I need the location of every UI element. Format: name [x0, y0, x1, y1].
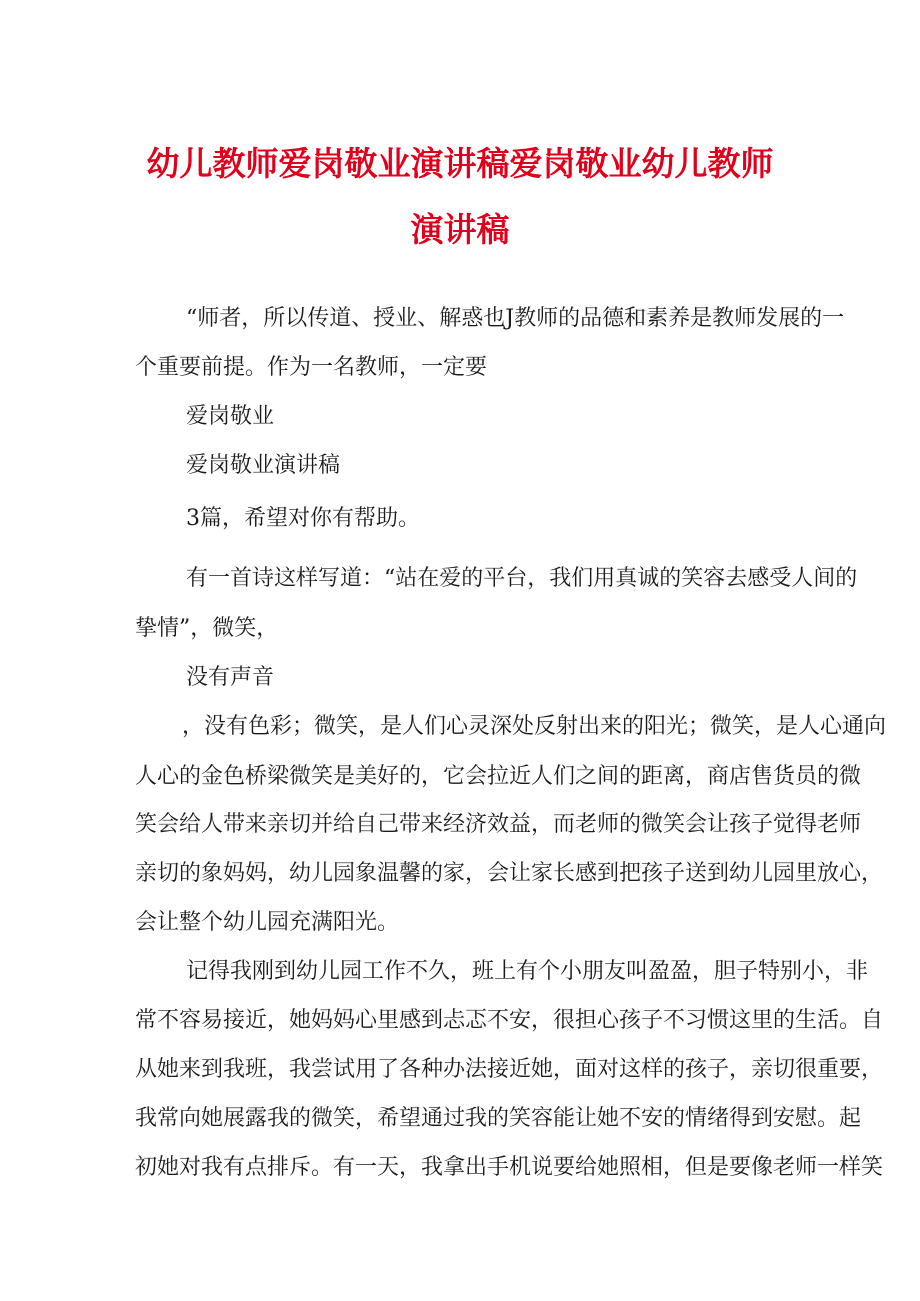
body-text-line: 亲切的象妈妈，幼儿园象温馨的家，会让家长感到把孩子送到幼儿园里放心，: [135, 861, 884, 886]
body-text-line: 个重要前提。作为一名教师，一定要: [135, 355, 488, 380]
body-text-line: 挚情”，微笑，: [135, 616, 279, 641]
body-text-line: 有一首诗这样写道：“站在爱的平台，我们用真诚的笑容去感受人间的: [186, 566, 858, 591]
body-text-line: 我常向她展露我的微笑，希望通过我的笑容能让她不安的情绪得到安慰。起: [135, 1106, 862, 1131]
document-title-line-1: 幼儿教师爱岗敬业演讲稿爱岗敬业幼儿教师: [146, 144, 774, 183]
body-text-line: 3篇，希望对你有帮助。: [186, 506, 420, 531]
body-text-line: 笑会给人带来亲切并给自己带来经济效益，而老师的微笑会让孩子觉得老师: [135, 812, 862, 837]
body-text-line: 没有声音: [186, 665, 275, 690]
body-text-line: “师者，所以传道、授业、解惑也J教师的品德和素养是教师发展的一: [186, 306, 845, 331]
body-text-line: 人心的金色桥梁微笑是美好的，它会拉近人们之间的距离，商店售货员的微: [135, 764, 862, 789]
body-text-line: 记得我刚到幼儿园工作不久，班上有个小朋友叫盈盈，胆子特别小，非: [186, 959, 869, 984]
body-text-line: 从她来到我班，我尝试用了各种办法接近她，面对这样的孩子，亲切很重要，: [135, 1057, 884, 1082]
body-text-line: 爱岗敬业演讲稿: [186, 453, 341, 478]
document-title-line-2: 演讲稿: [410, 210, 510, 249]
body-text-line: 常不容易接近，她妈妈心里感到忐忑不安，很担心孩子不习惯这里的生活。自: [135, 1008, 884, 1033]
body-text-line: 会让整个幼儿园充满阳光。: [135, 910, 400, 935]
body-text-line: ，没有色彩；微笑，是人们心灵深处反射出来的阳光；微笑，是人心通向: [182, 714, 887, 739]
body-text-line: 初她对我有点排斥。有一天，我拿出手机说要给她照相，但是要像老师一样笑: [135, 1155, 884, 1180]
body-text-line: 爱岗敬业: [186, 404, 275, 429]
